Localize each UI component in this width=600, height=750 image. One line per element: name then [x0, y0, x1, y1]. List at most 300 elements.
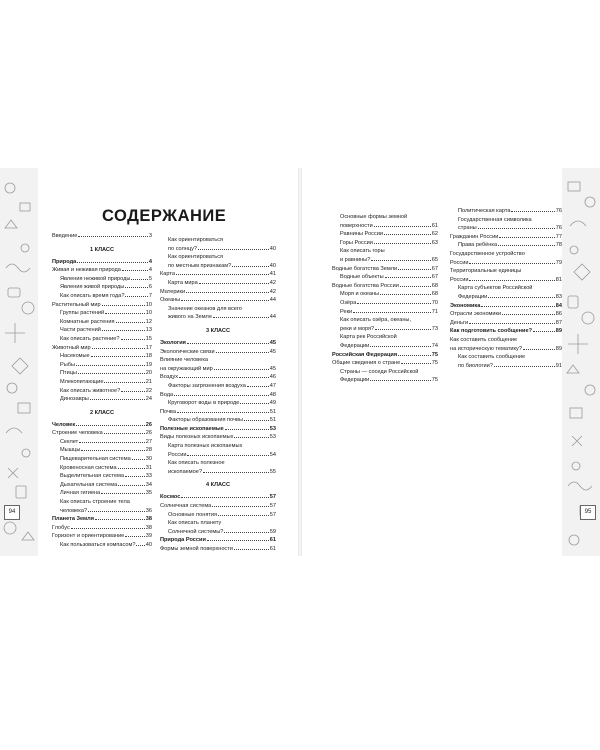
entry-title: Как описать животное? [60, 387, 121, 394]
dot-leader [88, 511, 145, 512]
dot-leader [101, 493, 145, 494]
entry-page-number: 68 [431, 291, 438, 298]
dot-leader [533, 331, 555, 332]
entry-line [52, 378, 152, 387]
entry-page-number: 84 [555, 302, 562, 309]
entry-title: Части растений [60, 327, 101, 334]
toc-column-right-1 [332, 213, 438, 385]
dot-leader [187, 455, 268, 456]
dot-leader [136, 545, 144, 546]
dot-leader [401, 363, 431, 364]
entry-title: Вода [160, 391, 174, 398]
entry-title: Как ориентироваться [168, 237, 224, 243]
dot-leader [207, 540, 269, 541]
entry-title-continued: Федерации [458, 293, 488, 300]
entry-line [160, 451, 276, 460]
toc-entry [160, 270, 276, 279]
dot-leader [77, 262, 148, 263]
entry-title: Водные богатства Земли [332, 265, 398, 272]
entry-title: Как составить сообщение [458, 354, 526, 361]
toc-entry [160, 399, 276, 408]
section-label: 1 КЛАСС [90, 246, 114, 253]
entry-line [52, 387, 152, 396]
entry-title: Водные богатства России [332, 282, 399, 289]
entry-title: Как описать растение? [60, 335, 120, 342]
entry-page-number: 45 [269, 348, 276, 355]
entry-line [52, 301, 152, 310]
toc-entry [52, 318, 152, 327]
toc-section-heading [160, 479, 276, 491]
entry-page-number: 87 [555, 319, 562, 326]
toc-entry [160, 545, 276, 554]
entry-page-number: 18 [145, 353, 152, 360]
dot-leader [502, 314, 555, 315]
toc-entry [52, 498, 152, 515]
entry-line [450, 345, 562, 354]
entry-line [332, 308, 438, 317]
dot-leader [469, 323, 555, 324]
entry-page-number: 4 [148, 267, 152, 274]
entry-title: Основные формы земной [340, 214, 408, 220]
toc-entry [160, 348, 276, 357]
entry-line [160, 262, 276, 271]
entry-title: Экологические связи [160, 348, 215, 355]
entry-page-number: 10 [145, 310, 152, 317]
entry-line [52, 507, 152, 516]
entry-line [52, 395, 152, 404]
dot-leader [198, 249, 269, 250]
entry-page-number: 78 [555, 242, 562, 249]
entry-line [160, 313, 276, 322]
dot-leader [218, 515, 269, 516]
entry-line [52, 429, 152, 438]
entry-title: Как описать горы [340, 248, 385, 255]
entry-line [160, 545, 276, 554]
entry-title: Животный мир [52, 344, 91, 351]
entry-page-number: 76 [555, 208, 562, 214]
dot-leader [102, 305, 145, 306]
entry-line [450, 302, 562, 311]
entry-title: Горы России [340, 239, 373, 246]
entry-title: Факторы загрязнения воздуха [168, 382, 246, 389]
entry-line [52, 532, 152, 541]
entry-line [450, 293, 562, 302]
dot-leader [213, 317, 269, 318]
dot-leader [174, 395, 269, 396]
toc-entry [450, 233, 562, 242]
entry-title: Воздух [160, 374, 179, 381]
entry-line [52, 318, 152, 327]
entry-line [52, 369, 152, 378]
entry-page-number: 51 [269, 417, 276, 424]
entry-line [52, 335, 152, 344]
dot-leader [232, 266, 269, 267]
entry-title: Скелет [60, 438, 79, 445]
entry-page-number: 44 [269, 314, 276, 321]
entry-line [160, 511, 276, 520]
toc-entry [332, 239, 438, 248]
page-number-right: 95 [580, 505, 596, 520]
dot-leader [187, 343, 269, 344]
entry-line [332, 342, 438, 351]
toc-chapter [160, 493, 276, 502]
entry-title: Человек [52, 421, 76, 428]
entry-page-number: 38 [145, 524, 152, 531]
toc-entry [52, 429, 152, 438]
dot-leader [104, 382, 144, 383]
dot-leader [494, 366, 555, 367]
entry-page-number: 36 [145, 507, 152, 514]
entry-line [450, 319, 562, 328]
entry-line [160, 408, 276, 417]
entry-title: Млекопитающие [60, 378, 104, 385]
entry-line [160, 399, 276, 408]
dot-leader [511, 211, 554, 212]
entry-page-number: 63 [431, 239, 438, 246]
toc-entry [52, 472, 152, 481]
entry-page-number: 41 [269, 271, 276, 278]
entry-line [450, 259, 562, 268]
toc-entry [160, 296, 276, 305]
toc-entry [52, 292, 152, 301]
toc-column-left-2 [160, 236, 276, 554]
entry-title: Природа [52, 258, 77, 265]
entry-title: Карта полезных ископаемых [168, 443, 243, 450]
entry-title: Океаны [160, 297, 181, 304]
toc-entry [52, 489, 152, 498]
toc-entry [52, 532, 152, 541]
entry-page-number: 67 [431, 265, 438, 272]
entry-page-number: 22 [145, 387, 152, 394]
toc-entry [52, 275, 152, 284]
entry-line [332, 351, 438, 360]
entry-title: Почва [160, 408, 176, 415]
entry-page-number: 31 [145, 464, 152, 471]
doodle-border-icon [0, 168, 38, 556]
entry-page-number: 79 [555, 259, 562, 266]
toc-entry [52, 481, 152, 490]
entry-page-number: 38 [145, 516, 152, 523]
toc-entry [332, 368, 438, 385]
entry-title: Моря и океаны [340, 291, 380, 298]
dot-leader [498, 245, 555, 246]
entry-line [52, 438, 152, 447]
entry-line [52, 464, 152, 473]
gutter [298, 168, 302, 556]
entry-title-continued: поверхности [340, 222, 373, 229]
dot-leader [212, 506, 268, 507]
entry-line [52, 266, 152, 275]
toc-section-heading [52, 244, 152, 256]
entry-title-continued: по биологии? [458, 362, 493, 369]
dot-leader [214, 369, 269, 370]
toc-entry [160, 391, 276, 400]
entry-title: Введение [52, 233, 78, 239]
dot-leader [118, 485, 145, 486]
entry-page-number: 4 [148, 258, 152, 265]
entry-line [450, 276, 562, 285]
entry-title: Деньги [450, 319, 469, 326]
dot-leader [234, 437, 268, 438]
entry-title-continued: по солнцу? [168, 245, 198, 252]
entry-title: Как описать озёра, океаны, [340, 317, 412, 324]
entry-title: Гражданин России [450, 233, 499, 240]
dot-leader [76, 365, 145, 366]
toc-entry [52, 541, 152, 550]
entry-title: Государственное устройство [450, 250, 525, 257]
dot-leader [216, 352, 269, 353]
entry-line [52, 541, 152, 550]
entry-line [160, 536, 276, 545]
entry-title: Насекомые [60, 353, 90, 360]
entry-title: Природа России [160, 537, 206, 544]
toc-chapter [160, 536, 276, 545]
entry-title: Как описать строение тела [60, 499, 130, 506]
toc-column-left-1 [52, 232, 152, 550]
toc-entry [160, 356, 276, 373]
dot-leader [374, 226, 431, 227]
entry-page-number: 40 [269, 262, 276, 269]
entry-title: Выделительная система [60, 473, 124, 480]
toc-entry [52, 309, 152, 318]
entry-page-number: 75 [431, 351, 438, 358]
dot-leader [225, 429, 269, 430]
entry-title: Как ориентироваться [168, 254, 224, 261]
entry-line [332, 282, 438, 291]
entry-page-number: 44 [269, 297, 276, 304]
dot-leader [385, 277, 431, 278]
toc-entry [160, 442, 276, 459]
entry-title-continued: Солнечной системы? [168, 528, 224, 535]
entry-line [52, 275, 152, 284]
entry-title-continued: реки и моря? [340, 325, 375, 332]
entry-line [52, 352, 152, 361]
entry-title: Круговорот воды в природе [168, 400, 240, 407]
dot-leader [122, 270, 148, 271]
toc-chapter [52, 258, 152, 267]
toc-entry [52, 524, 152, 533]
entry-title: Мышцы [60, 447, 81, 454]
entry-page-number: 76 [555, 225, 562, 232]
toc-entry [450, 336, 562, 353]
toc-entry [450, 216, 562, 233]
dot-leader [125, 296, 147, 297]
dot-leader [92, 348, 145, 349]
entry-page-number: 71 [431, 308, 438, 315]
entry-title: Карта [160, 271, 175, 278]
entry-page-number: 3 [148, 233, 152, 239]
entry-title-continued: Федерации [340, 377, 370, 384]
dot-leader [380, 294, 431, 295]
dot-leader [499, 237, 554, 238]
toc-entry [450, 267, 562, 284]
dot-leader [247, 386, 269, 387]
entry-line [160, 296, 276, 305]
toc-chapter [450, 302, 562, 311]
entry-title: Российская Федерация [332, 351, 398, 358]
entry-line [332, 359, 438, 368]
entry-page-number: 53 [269, 434, 276, 441]
entry-line [160, 528, 276, 537]
entry-line [450, 224, 562, 233]
entry-page-number: 70 [431, 299, 438, 306]
toc-entry [52, 301, 152, 310]
entry-page-number: 91 [555, 362, 562, 369]
entry-title: Влияние человека [160, 357, 209, 364]
entry-line [160, 502, 276, 511]
entry-page-number: 61 [269, 546, 276, 552]
dot-leader [176, 274, 269, 275]
entry-title-continued: человека? [60, 507, 88, 514]
entry-line [450, 233, 562, 242]
entry-line [52, 421, 152, 430]
entry-page-number: 15 [145, 335, 152, 342]
entry-title: Водные объекты [340, 274, 384, 281]
entry-line [160, 425, 276, 434]
toc-entry [450, 284, 562, 301]
entry-page-number: 89 [555, 345, 562, 352]
entry-line [332, 239, 438, 248]
toc-entry [52, 266, 152, 275]
entry-title-continued: России [168, 451, 187, 458]
toc-entry [450, 353, 562, 370]
entry-title: Карта рек Российской [340, 334, 397, 341]
toc-entry [52, 283, 152, 292]
dot-leader [400, 286, 431, 287]
dot-leader [132, 459, 145, 460]
toc-column-right-2 [450, 207, 562, 370]
entry-title: Планета Земля [52, 516, 95, 523]
entry-line [332, 265, 438, 274]
entry-title: Карта субъектов Российской [458, 285, 533, 292]
entry-title: Экономика [450, 302, 481, 309]
entry-title: Страны — соседи Российской [340, 368, 419, 375]
entry-title: Основные понятия [168, 511, 218, 518]
section-label: 3 КЛАСС [206, 327, 230, 334]
dot-leader [118, 468, 145, 469]
entry-title: Равнины России [340, 231, 383, 238]
entry-title: Государственная символика [458, 216, 532, 223]
entry-page-number: 57 [269, 511, 276, 518]
entry-title-continued: по местным признакам? [168, 262, 232, 269]
dot-leader [357, 303, 431, 304]
entry-page-number: 13 [145, 327, 152, 334]
entry-line [52, 524, 152, 533]
entry-page-number: 73 [431, 325, 438, 332]
entry-title: Дыхательная система [60, 481, 118, 488]
toc-entry [332, 213, 438, 230]
toc-chapter [52, 515, 152, 524]
entry-page-number: 39 [145, 533, 152, 540]
entry-line [160, 468, 276, 477]
entry-line [52, 472, 152, 481]
toc-entry [52, 455, 152, 464]
toc-chapter [160, 425, 276, 434]
entry-title: Пищеварительная система [60, 456, 131, 463]
entry-title-continued: ископаемое? [168, 468, 202, 475]
dot-leader [203, 472, 269, 473]
toc-entry [160, 382, 276, 391]
entry-page-number: 21 [145, 378, 152, 385]
dot-leader [371, 260, 430, 261]
entry-page-number: 35 [145, 490, 152, 497]
entry-line [160, 433, 276, 442]
entry-line [160, 279, 276, 288]
entry-page-number: 61 [431, 222, 438, 229]
entry-line [160, 288, 276, 297]
entry-line [52, 344, 152, 353]
entry-page-number: 42 [269, 279, 276, 286]
entry-page-number: 47 [269, 382, 276, 389]
entry-page-number: 62 [431, 231, 438, 238]
entry-line [52, 309, 152, 318]
entry-line [332, 230, 438, 239]
toc-entry [332, 273, 438, 282]
toc-entry [52, 387, 152, 396]
toc-chapter [160, 339, 276, 348]
entry-page-number: 89 [555, 328, 562, 335]
entry-page-number: 19 [145, 361, 152, 368]
entry-page-number: 34 [145, 481, 152, 488]
entry-title-continued: Федерации [340, 342, 370, 349]
toc-entry [332, 316, 438, 333]
entry-title-continued: на окружающий мир [160, 365, 213, 372]
entry-page-number: 5 [148, 275, 152, 282]
entry-page-number: 12 [145, 318, 152, 325]
dot-leader [78, 236, 148, 237]
entry-page-number: 48 [269, 391, 276, 398]
entry-title: Факторы образования почвы [168, 417, 243, 424]
toc-entry [52, 438, 152, 447]
dot-leader [79, 442, 145, 443]
entry-page-number: 68 [431, 282, 438, 289]
entry-title: Материки [160, 288, 186, 295]
dot-leader [398, 355, 431, 356]
dot-leader [488, 297, 554, 298]
entry-title: Как составить сообщение [450, 336, 518, 343]
entry-page-number: 75 [431, 377, 438, 384]
entry-title: Горизонт и ориентирование [52, 533, 125, 540]
toc-chapter [332, 351, 438, 360]
dot-leader [181, 497, 268, 498]
toc-entry [160, 502, 276, 511]
toc-entry [450, 310, 562, 319]
entry-title: Явления неживой природы [60, 275, 131, 282]
entry-line [332, 290, 438, 299]
dot-leader [181, 300, 269, 301]
entry-line [160, 348, 276, 357]
entry-title: Виды полезных ископаемых [160, 434, 234, 441]
entry-page-number: 57 [269, 503, 276, 510]
toc-entry [332, 333, 438, 350]
entry-title: Комнатные растения [60, 318, 115, 325]
dot-leader [481, 306, 554, 307]
entry-line [160, 391, 276, 400]
dot-leader [131, 279, 147, 280]
toc-entry [450, 319, 562, 328]
entry-title-continued: и равнины? [340, 256, 371, 263]
entry-page-number: 54 [269, 451, 276, 458]
toc-entry [450, 250, 562, 267]
entry-page-number: 45 [269, 365, 276, 372]
entry-page-number: 33 [145, 473, 152, 480]
toc-entry [52, 361, 152, 370]
dot-leader [102, 330, 145, 331]
entry-title-continued: России [450, 259, 469, 266]
entry-page-number: 27 [145, 438, 152, 445]
entry-title-continued: живого на Земле [168, 314, 212, 321]
dot-leader [469, 280, 554, 281]
